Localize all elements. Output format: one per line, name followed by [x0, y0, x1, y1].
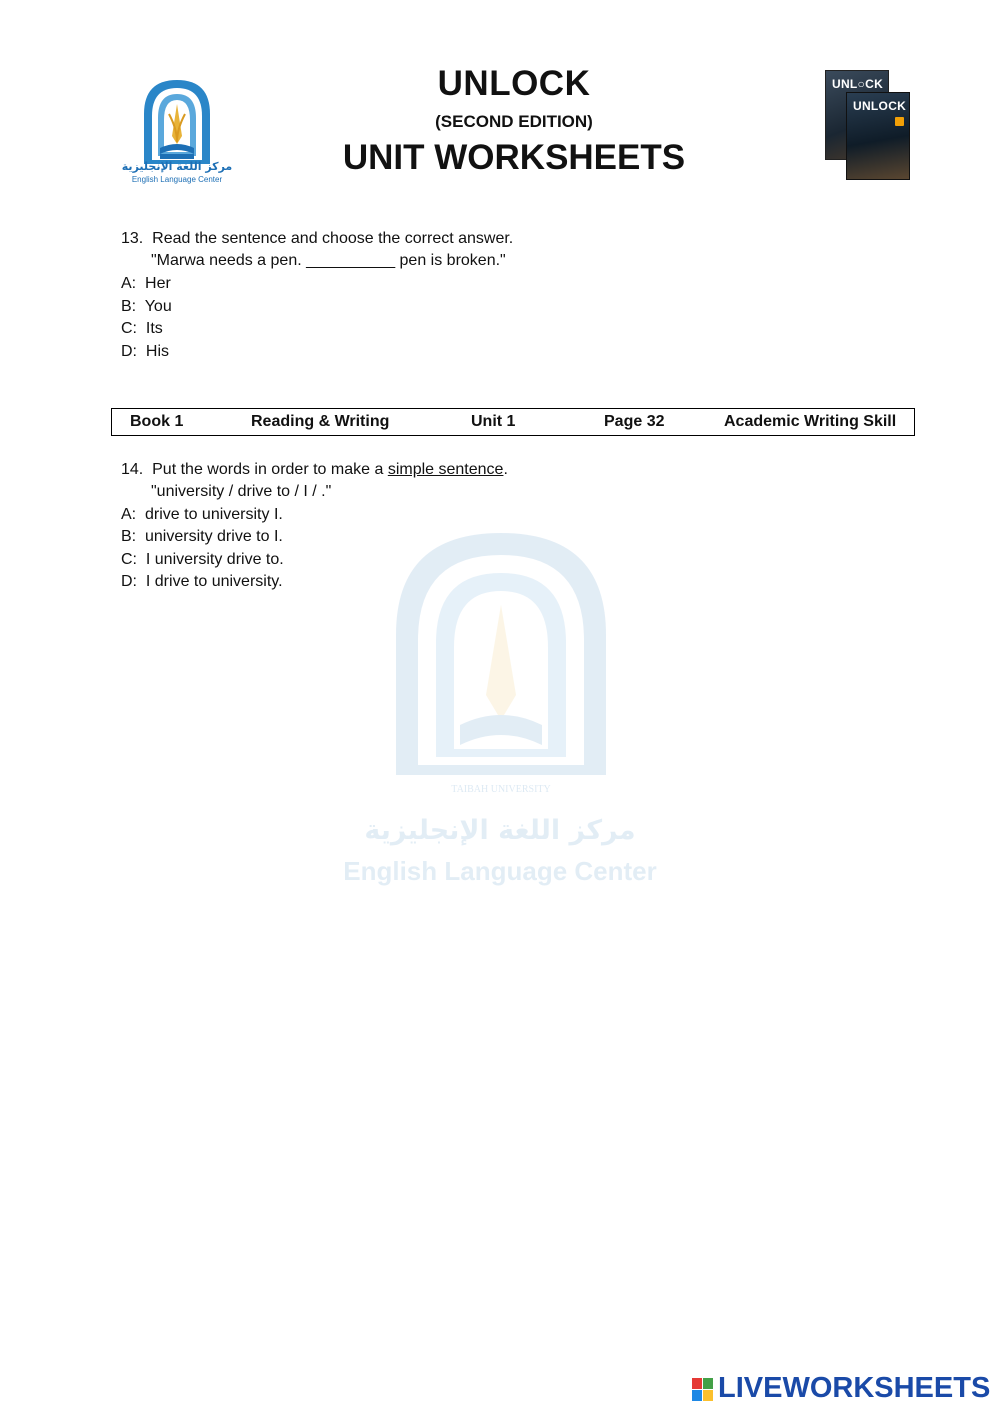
- question-14-option-c[interactable]: C: I university drive to.: [121, 551, 284, 568]
- watermark-university-text: TAIBAH UNIVERSITY: [451, 784, 551, 795]
- question-14-option-a[interactable]: A: drive to university I.: [121, 506, 283, 523]
- question-13-option-b[interactable]: B: You: [121, 298, 172, 315]
- question-14-option-b[interactable]: B: university drive to I.: [121, 528, 283, 545]
- book-cover-title-front: UNLOCK: [853, 99, 907, 113]
- logo-english-text: English Language Center: [131, 175, 223, 184]
- info-page: Page 32: [604, 413, 665, 430]
- book-number-badge: [895, 117, 904, 126]
- question-13-option-a[interactable]: A: Her: [121, 275, 171, 292]
- info-skill: Reading & Writing: [251, 413, 390, 430]
- liveworksheets-brand: [692, 1372, 992, 1408]
- watermark-english-text: English Language Center: [343, 856, 657, 886]
- watermark-arabic-text: مركز اللغة الإنجليزية: [364, 815, 636, 846]
- info-book: Book 1: [130, 413, 184, 430]
- liveworksheets-icon: [692, 1378, 714, 1402]
- liveworksheets-wordmark: LIVEWORKSHEETS: [718, 1372, 991, 1404]
- question-14-prompt: [121, 459, 508, 481]
- edition-label: (SECOND EDITION): [435, 112, 593, 131]
- question-14-prompt-underlined: simple sentence: [387, 461, 504, 478]
- info-unit: Unit 1: [471, 413, 516, 430]
- question-13-option-d[interactable]: D: His: [121, 343, 169, 360]
- question-13-prompt: 13. Read the sentence and choose the correct answer.: [121, 230, 514, 247]
- question-13-sentence: "Marwa needs a pen. __________ pen is broken.": [151, 252, 506, 269]
- book-cover-title: UNL○CK: [832, 77, 884, 91]
- page-title: UNLOCK: [437, 64, 591, 103]
- question-14-option-d[interactable]: D: I drive to university.: [121, 573, 283, 590]
- question-14-prompt-start: 14. Put the words in order to make a: [121, 461, 388, 478]
- question-13-option-c[interactable]: C: Its: [121, 320, 163, 337]
- info-table-row: [111, 408, 915, 436]
- question-14-sentence: "university / drive to / I / .": [151, 483, 332, 500]
- question-14-prompt-end: .: [503, 461, 508, 478]
- watermark-logo-icon: [388, 525, 614, 805]
- page-subtitle: UNIT WORKSHEETS: [342, 138, 686, 177]
- info-topic: Academic Writing Skill: [724, 413, 897, 430]
- book-cover-image-front: [846, 92, 910, 180]
- logo-arabic-text: مركز اللغة الإنجليزية: [121, 160, 233, 173]
